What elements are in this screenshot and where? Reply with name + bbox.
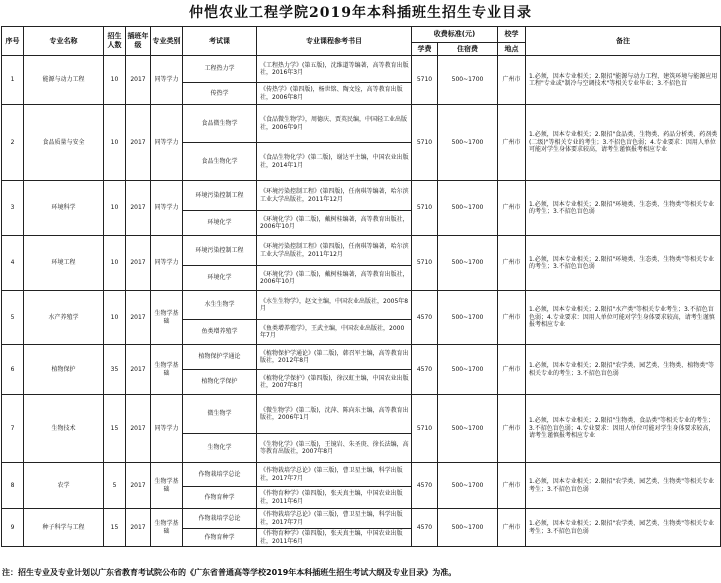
cell-notes: 1.必须，因本专业相关；2.限招"生物类、食品类"等相关专业的考生；3.不招色盲色弱；4.专业要求：因用人单位可能对学生身体要求较高，请考生谨慎报考相应专业	[526, 395, 721, 463]
table-row	[2, 105, 721, 143]
cell-campus: 广州市	[498, 105, 526, 181]
cell-seq: 4	[2, 236, 24, 291]
cell-tuition: 4570	[412, 509, 438, 547]
cell-major: 生物技术	[24, 395, 104, 463]
cell-reference-book: 《水生生物学》，赵文主编，中国农业出版社，2005年8月	[257, 291, 412, 320]
cell-accommodation: 500~1700	[438, 291, 498, 345]
cell-course: 食品生物化学	[183, 143, 257, 181]
cell-course: 环境污染控制工程	[183, 181, 257, 211]
cell-major: 环境工程	[24, 236, 104, 291]
cell-reference-book: 《作物育种学》(第四版)，张天真主编，中国农业出版社，2011年6月	[257, 529, 412, 547]
cell-course: 食品微生物学	[183, 105, 257, 143]
cell-grade: 2017	[126, 291, 151, 345]
cell-grade: 2017	[126, 236, 151, 291]
major-catalog-table	[1, 26, 721, 547]
cell-course: 环境污染控制工程	[183, 236, 257, 266]
cell-category: 生物学基础	[151, 509, 183, 547]
cell-reference-book: 《作物育种学》(第四版)，张天真主编，中国农业出版社，2011年6月	[257, 487, 412, 509]
header-major: 专业名称	[24, 27, 104, 56]
cell-seq: 5	[2, 291, 24, 345]
cell-quota: 15	[104, 509, 126, 547]
cell-tuition: 5710	[412, 236, 438, 291]
cell-category: 生物学基础	[151, 463, 183, 509]
cell-course: 水生生物学	[183, 291, 257, 320]
table-row	[2, 509, 721, 529]
cell-reference-book: 《作物栽培学总论》(第三版)，曹卫星主编，科学出版社，2017年7月	[257, 463, 412, 487]
header-accommodation: 住宿费	[438, 43, 498, 56]
cell-seq: 8	[2, 463, 24, 509]
cell-seq: 2	[2, 105, 24, 181]
cell-major: 能源与动力工程	[24, 56, 104, 105]
cell-notes: 1.必须，因本专业相关；2.限招"农学类、园艺类、生物类、植物类"等相关专业的考生；3.不招色盲色弱	[526, 345, 721, 395]
cell-quota: 15	[104, 395, 126, 463]
header-tuition: 学费	[412, 43, 438, 56]
cell-tuition: 4570	[412, 291, 438, 345]
footnote: 注：招生专业及专业计划以广东省教育考试院公布的《广东省普通高等学校2019年本科插班生招生考试大纲及专业目录》为准。	[2, 568, 457, 577]
cell-course: 环境化学	[183, 211, 257, 236]
cell-notes: 1.必须，因本专业相关；2.限招"食品类、生物类、药品分析类、药剂类(二级)"等相关专业的考生；3.不招色盲色弱；4.专业要求：因用人单位可能对学生身体要求较高，请考生谨慎报考相应专业	[526, 105, 721, 181]
cell-reference-book: 《食品生物化学》(第二版)，谢达平主编，中国农业出版社，2014年1月	[257, 143, 412, 181]
cell-accommodation: 500~1700	[438, 105, 498, 181]
cell-course: 工程热力学	[183, 56, 257, 83]
cell-seq: 3	[2, 181, 24, 236]
cell-accommodation: 500~1700	[438, 345, 498, 395]
cell-tuition: 5710	[412, 56, 438, 105]
cell-tuition: 5710	[412, 105, 438, 181]
cell-accommodation: 500~1700	[438, 509, 498, 547]
cell-campus: 广州市	[498, 345, 526, 395]
header-notes: 备注	[526, 27, 721, 56]
cell-notes: 1.必须，因本专业相关；2.限招"农学类、园艺类、生物类"等相关专业考生；3.不招色盲色弱	[526, 509, 721, 547]
header-course: 考试课	[183, 27, 257, 56]
page-title: 仲恺农业工程学院2019年本科插班生招生专业目录	[189, 5, 532, 21]
cell-reference-book: 《环境化学》(第二版)，戴树桂编著，高等教育出版社，2006年10月	[257, 266, 412, 291]
cell-seq: 7	[2, 395, 24, 463]
cell-reference-book: 《传热学》(第四版)，杨世铭、陶文铨，高等教育出版社，2006年8月	[257, 83, 412, 105]
cell-reference-book: 《环境污染控制工程》(第四版)，任南琪等编著，哈尔滨工业大学出版社，2011年12月	[257, 236, 412, 266]
cell-major: 植物保护	[24, 345, 104, 395]
cell-tuition: 5710	[412, 395, 438, 463]
cell-seq: 9	[2, 509, 24, 547]
cell-seq: 6	[2, 345, 24, 395]
cell-grade: 2017	[126, 105, 151, 181]
cell-category: 同等学力	[151, 395, 183, 463]
table-row	[2, 56, 721, 83]
cell-tuition: 5710	[412, 181, 438, 236]
cell-notes: 1.必须，因本专业相关；2.限招"水产类"等相关专业考生；3.不招色盲色弱；4.专业要求：因用人单位可能对学生身体要求较高，请考生谨慎报考相应专业	[526, 291, 721, 345]
cell-reference-book: 《环境污染控制工程》(第四版)，任南琪等编著，哈尔滨工业大学出版社，2011年12月	[257, 181, 412, 211]
cell-course: 微生物学	[183, 395, 257, 434]
table-row	[2, 345, 721, 370]
header-books: 专业课程参考书目	[257, 27, 412, 56]
cell-course: 传热学	[183, 83, 257, 105]
cell-tuition: 4570	[412, 345, 438, 395]
cell-category: 同等学力	[151, 236, 183, 291]
cell-grade: 2017	[126, 345, 151, 395]
cell-accommodation: 500~1700	[438, 236, 498, 291]
cell-reference-book: 《生物化学》(第三版)，王镜岩、朱圣庚、徐长法编，高等教育出版社，2007年8月	[257, 434, 412, 463]
cell-major: 水产养殖学	[24, 291, 104, 345]
cell-notes: 1.必须，因本专业相关；2.限招"农学类、园艺类、生物类"等相关专业考生；3.不招色盲色弱	[526, 463, 721, 509]
cell-accommodation: 500~1700	[438, 463, 498, 509]
header-campus-group: 校学	[498, 27, 526, 43]
header-quota: 招生人数	[104, 27, 126, 56]
cell-major: 农学	[24, 463, 104, 509]
cell-category: 同等学力	[151, 105, 183, 181]
cell-grade: 2017	[126, 509, 151, 547]
cell-reference-book: 《植物化学保护》(第四版)，徐汉虹主编，中国农业出版社，2007年8月	[257, 370, 412, 395]
cell-reference-book: 《食品微生物学》，周德庆、贾英民编，中国轻工业出版社，2006年9月	[257, 105, 412, 143]
cell-category: 生物学基础	[151, 291, 183, 345]
table-row	[2, 181, 721, 211]
cell-notes: 1.必须，因本专业相关；2.限招"环境类、生态类、生物类"等相关专业的考生；3.不招色盲色弱	[526, 181, 721, 236]
cell-course: 鱼类增养殖学	[183, 320, 257, 345]
cell-grade: 2017	[126, 395, 151, 463]
cell-course: 作物育种学	[183, 529, 257, 547]
table-row	[2, 463, 721, 487]
cell-grade: 2017	[126, 56, 151, 105]
table-row	[2, 236, 721, 266]
cell-quota: 10	[104, 105, 126, 181]
cell-notes: 1.必须，因本专业相关；2.限招"环境类、生态类、生物类"等相关专业的考生；3.不招色盲色弱	[526, 236, 721, 291]
header-grade: 插班年级	[126, 27, 151, 56]
cell-category: 同等学力	[151, 56, 183, 105]
cell-campus: 广州市	[498, 463, 526, 509]
cell-quota: 35	[104, 345, 126, 395]
cell-category: 生物学基础	[151, 345, 183, 395]
cell-campus: 广州市	[498, 236, 526, 291]
cell-reference-book: 《作物栽培学总论》(第三版)，曹卫星主编，科学出版社，2017年7月	[257, 509, 412, 529]
cell-notes: 1.必须，因本专业相关；2.限招"能源与动力工程、建筑环境与能源应用工程"专业或"制冷与空调技术"等相关专业毕业；3.不招色盲	[526, 56, 721, 105]
cell-quota: 10	[104, 236, 126, 291]
cell-reference-book: 《鱼类增养殖学》，王武主编，中国农业出版社，2000年7月	[257, 320, 412, 345]
cell-course: 植物化学保护	[183, 370, 257, 395]
cell-major: 食品质量与安全	[24, 105, 104, 181]
cell-quota: 10	[104, 291, 126, 345]
cell-course: 植物保护学通论	[183, 345, 257, 370]
cell-campus: 广州市	[498, 181, 526, 236]
cell-accommodation: 500~1700	[438, 395, 498, 463]
cell-tuition: 4570	[412, 463, 438, 509]
header-fee-group: 收费标准(元)	[412, 27, 498, 43]
cell-major: 环境科学	[24, 181, 104, 236]
cell-category: 同等学力	[151, 181, 183, 236]
cell-course: 作物栽培学总论	[183, 463, 257, 487]
cell-reference-book: 《植物保护学通论》(第二版)，韩召军主编，高等教育出版社，2012年8月	[257, 345, 412, 370]
cell-grade: 2017	[126, 181, 151, 236]
table-body	[2, 56, 721, 547]
cell-major: 种子科学与工程	[24, 509, 104, 547]
header-seq: 序号	[2, 27, 24, 56]
cell-reference-book: 《微生物学》(第二版)，沈萍、陈向东主编，高等教育出版社，2006年1月	[257, 395, 412, 434]
cell-reference-book: 《环境化学》(第二版)，戴树桂编著，高等教育出版社，2006年10月	[257, 211, 412, 236]
cell-accommodation: 500~1700	[438, 56, 498, 105]
cell-course: 生物化学	[183, 434, 257, 463]
cell-campus: 广州市	[498, 509, 526, 547]
cell-quota: 10	[104, 56, 126, 105]
cell-campus: 广州市	[498, 291, 526, 345]
cell-course: 作物栽培学总论	[183, 509, 257, 529]
table-row	[2, 291, 721, 320]
cell-quota: 5	[104, 463, 126, 509]
cell-campus: 广州市	[498, 395, 526, 463]
cell-course: 作物育种学	[183, 487, 257, 509]
header-category: 专业类别	[151, 27, 183, 56]
header-campus: 地点	[498, 43, 526, 56]
cell-campus: 广州市	[498, 56, 526, 105]
cell-accommodation: 500~1700	[438, 181, 498, 236]
cell-quota: 10	[104, 181, 126, 236]
cell-course: 环境化学	[183, 266, 257, 291]
cell-reference-book: 《工程热力学》(第五版)，沈维道等编著，高等教育出版社，2016年3月	[257, 56, 412, 83]
table-row	[2, 395, 721, 434]
cell-grade: 2017	[126, 463, 151, 509]
cell-seq: 1	[2, 56, 24, 105]
